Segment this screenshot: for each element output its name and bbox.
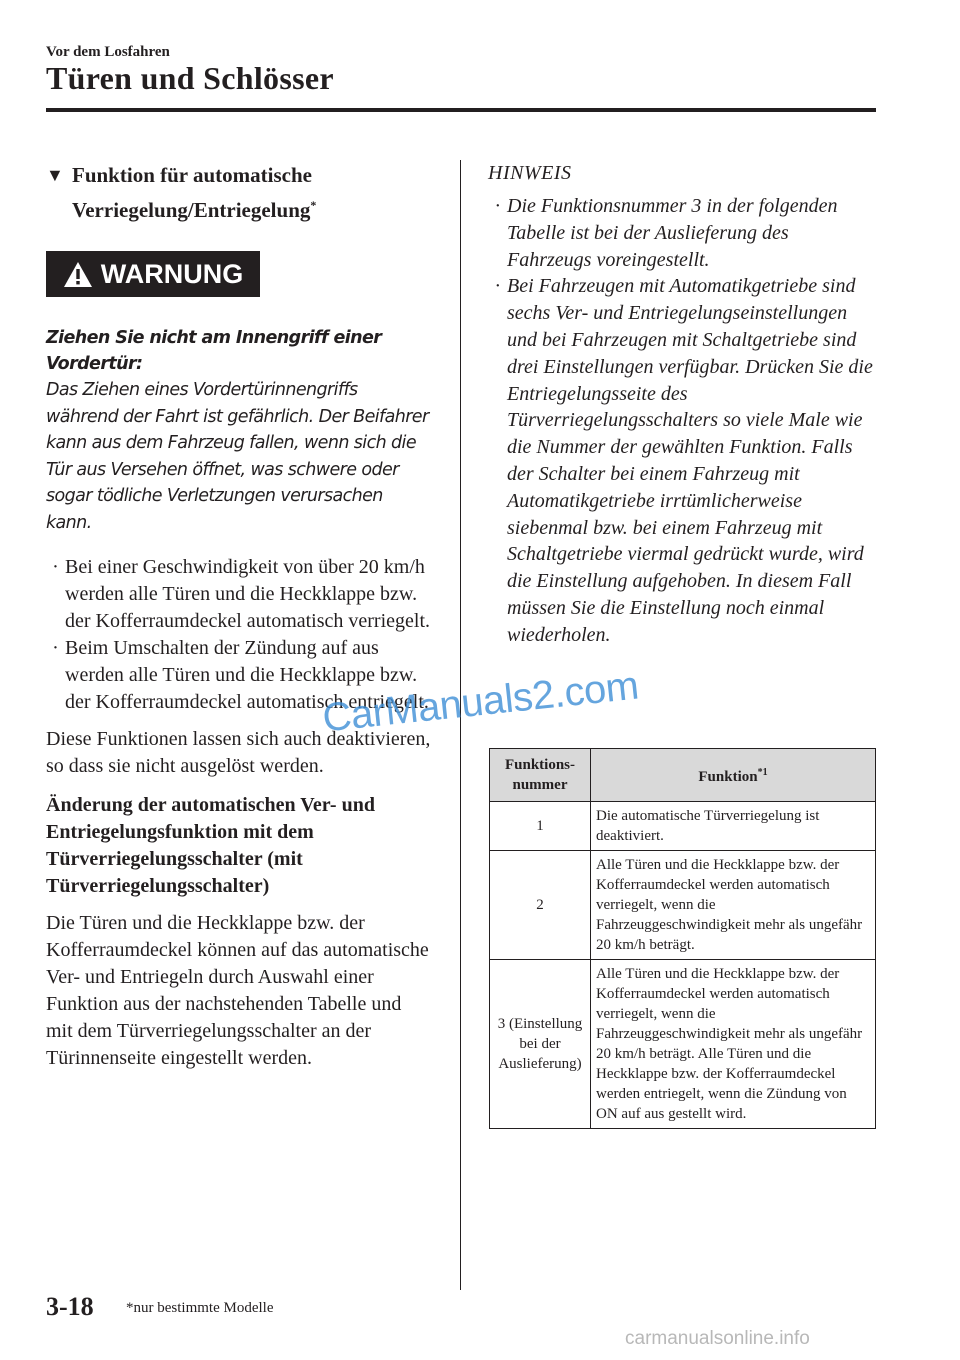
paragraph: Diese Funktionen lassen sich auch deaktivieren, so dass sie nicht ausgelöst werden. (46, 728, 431, 777)
footnote-mark: *1 (757, 767, 768, 778)
paragraph: Die Türen und die Heckklappe bzw. der Kofferraumdeckel können auf das automatische Ver- und Entriegeln durch Auswahl einer Funktion aus der nachstehenden Tabelle und mit dem Türverriegelungsschalter an der Türinnenseite eingestellt werden. (46, 912, 429, 1069)
column-header-number: Funktions-nummer (490, 749, 591, 802)
function-number: 1 (490, 802, 591, 851)
bullet-text: Beim Umschalten der Zündung auf aus werden alle Türen und die Heckklappe bzw. der Kofferraumdeckel automatisch entriegelt. (65, 637, 429, 713)
column-header-function: Funktion$^{*1}$ (591, 749, 876, 802)
title-rule (46, 108, 876, 112)
function-table (489, 748, 876, 1129)
note-list (488, 193, 878, 649)
function-number: 3 (Einstellung bei der Auslieferung) (490, 960, 591, 1129)
section-heading (46, 160, 431, 225)
list-item (488, 193, 878, 273)
note-text: Bei Fahrzeugen mit Automatikgetriebe sind sechs Ver- und Entriegelungseinstellungen und bei Fahrzeugen mit Schaltgetriebe sind drei Einstellungen verfügbar. Drücken Sie die Entriegelungsseite des Türverriegelungsschalters so viele Male wie die Nummer der gewählten Funktion. Falls der Schalter bei einem Fahrzeug mit Automatikgetriebe irrtümlicherweise siebenmal bzw. bei einem Fahrzeug mit Schaltgetriebe viermal gedrückt wurde, wird die Einstellung aufgehoben. In diesem Fall müssen Sie die Einstellung noch einmal wiederholen. (507, 275, 873, 646)
section-label: Vor dem Losfahren (46, 44, 170, 60)
warning-text: Das Ziehen eines Vordertürinnengriffs während der Fahrt ist gefährlich. Der Beifahrer kann aus dem Fahrzeug fallen, wenn sich die Tür aus Versehen öffnet, was schwere oder sogar tödliche Verletzungen verursachen kann. (46, 380, 429, 533)
bullet-text: Bei einer Geschwindigkeit von über 20 km/h werden alle Türen und die Heckklappe bzw. der Kofferraumdeckel automatisch verriegelt. (65, 556, 431, 632)
warning-triangle-icon (63, 261, 93, 288)
triangle-down-icon: ▼ (46, 165, 64, 185)
right-column (488, 160, 878, 649)
note-title: HINWEIS (488, 162, 572, 184)
warning-badge (46, 251, 260, 297)
footnote: *nur bestimmte Modelle (126, 1300, 274, 1316)
watermark-overlay: CarManuals2.com (320, 663, 641, 741)
left-column (46, 160, 431, 1072)
watermark-bottom: carmanualsonline.info (625, 1328, 810, 1349)
bullet-dot-icon: · (52, 637, 59, 659)
warning-label: WARNUNG (100, 258, 244, 289)
chapter-title: Türen und Schlösser (46, 60, 334, 96)
bullet-dot-icon: · (52, 556, 59, 578)
page-number: 3-18 (46, 1292, 94, 1321)
function-description: Alle Türen und die Heckklappe bzw. der Kofferraumdeckel werden automatisch verriegelt, wenn die Fahrzeuggeschwindigkeit mehr als ungefähr 20 km/h beträgt. Alle Türen und die Heckklappe bzw. der Kofferraumdeckel werden entriegelt, wenn die Zündung von ON auf aus gestellt wird. (591, 960, 876, 1129)
table-row (490, 960, 876, 1129)
heading-footnote-mark: * (310, 198, 317, 212)
bullet-dot-icon: · (495, 275, 500, 298)
heading-line-1: Funktion für automatische (72, 163, 312, 187)
function-description: Alle Türen und die Heckklappe bzw. der Kofferraumdeckel werden automatisch verriegelt, wenn die Fahrzeuggeschwindigkeit mehr als ungefähr 20 km/h beträgt. (591, 851, 876, 960)
table-row (490, 851, 876, 960)
table-row (490, 802, 876, 851)
table-header-row (490, 749, 876, 802)
note-text: Die Funktionsnummer 3 in der folgenden Tabelle ist bei der Auslieferung des Fahrzeugs voreingestellt. (507, 195, 838, 271)
list-item (46, 554, 431, 635)
warning-heading: Ziehen Sie nicht am Innengriff einer Vordertür: (46, 328, 382, 374)
bullet-dot-icon: · (495, 195, 500, 217)
list-item (488, 273, 878, 648)
heading-line-2: Verriegelung/Entriegelung (72, 198, 311, 222)
function-description: Die automatische Türverriegelung ist deaktiviert. (591, 802, 876, 851)
subheading: Änderung der automatischen Ver- und Entriegelungsfunktion mit dem Türverriegelungsschalter (mit Türverriegelungsschalter) (46, 794, 375, 897)
function-number: 2 (490, 851, 591, 960)
